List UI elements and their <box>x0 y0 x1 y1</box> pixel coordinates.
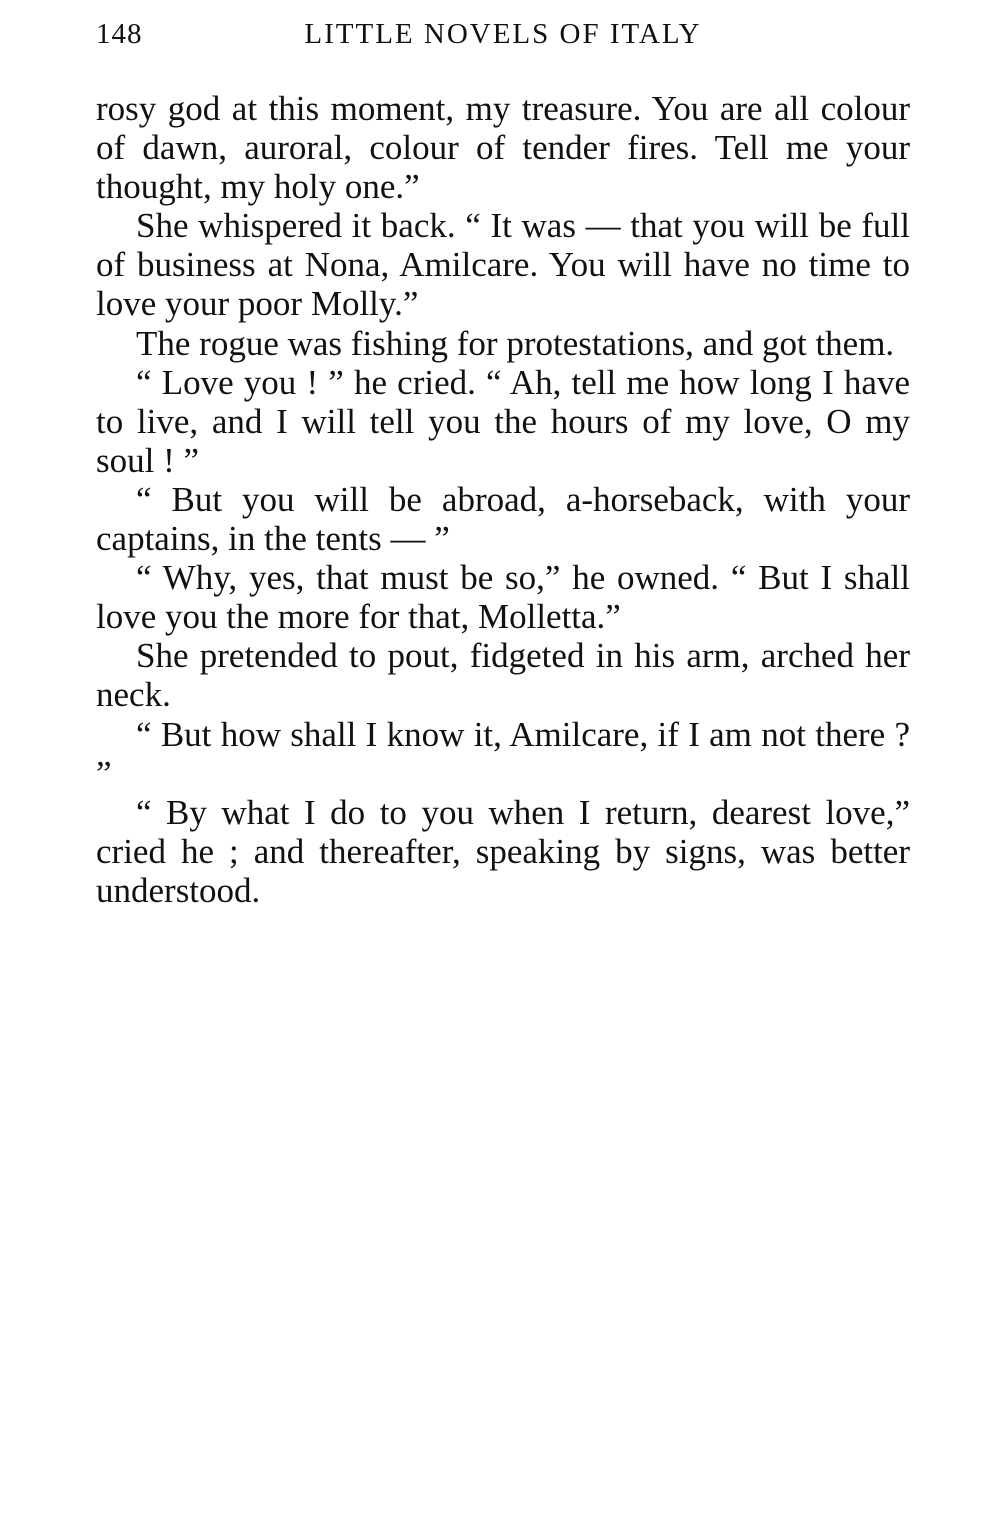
running-head <box>96 18 910 62</box>
book-title: LITTLE NOVELS OF ITALY <box>304 18 702 50</box>
paragraph: “ But you will be abroad, a-horseback, with your captains, in the tents — ” <box>96 479 910 559</box>
paragraph-continuation: rosy god at this moment, my treasure. You are all colour of dawn, auroral, colour of tender fires. Tell me your thought, my holy one.” <box>96 89 910 207</box>
paragraph: She whispered it back. “ It was — that you will be full of business at Nona, Amilcare. You will have no time to love your poor Molly.” <box>96 206 910 324</box>
paragraph: The rogue was fishing for protestations, and got them. <box>136 323 895 363</box>
page-number: 148 <box>96 18 143 50</box>
paragraph: “ Why, yes, that must be so,” he owned. “ But I shall love you the more for that, Molletta.” <box>96 558 910 637</box>
paragraph: She pretended to pout, fidgeted in his arm, arched her neck. <box>96 636 910 715</box>
paragraph: “ But how shall I know it, Amilcare, if I am not there ? ” <box>96 714 910 793</box>
paragraph: “ By what I do to you when I return, dearest love,” cried he ; and thereafter, speaking by signs, was better understood. <box>96 792 910 910</box>
paragraph: “ Love you ! ” he cried. “ Ah, tell me how long I have to live, and I will tell you the hours of my love, O my soul ! ” <box>96 362 910 480</box>
body-text <box>96 89 910 910</box>
